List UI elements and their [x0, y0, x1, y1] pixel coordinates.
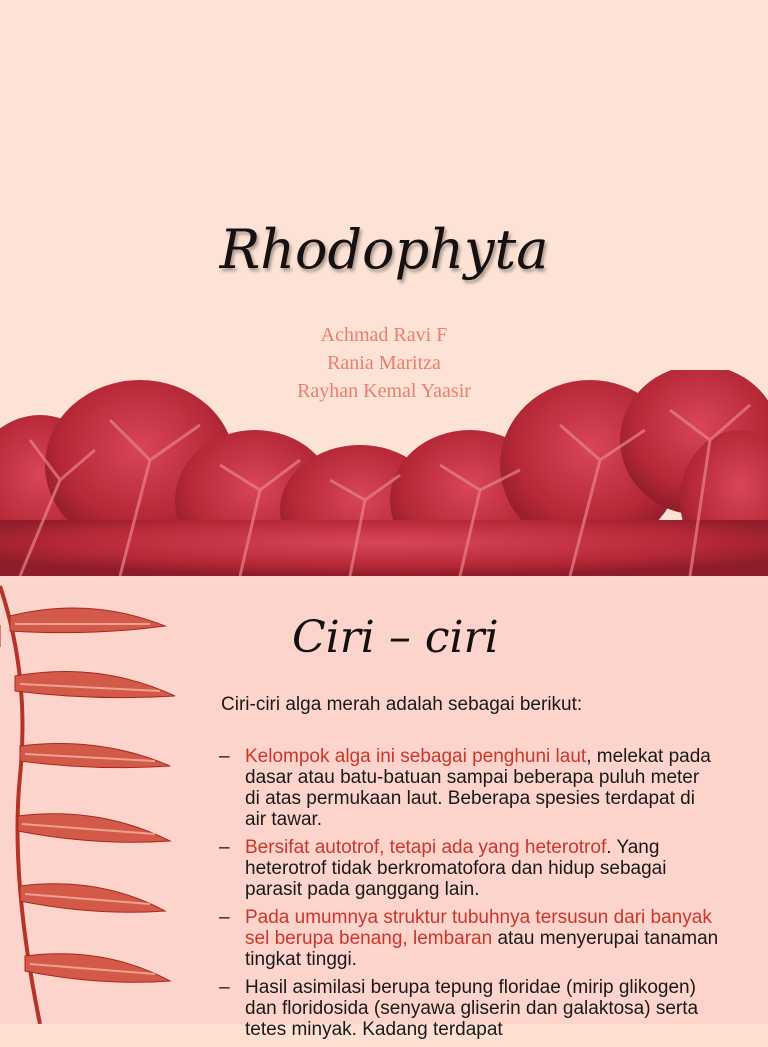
highlight-text: Kelompok alga ini sebagai penghuni laut [245, 746, 587, 767]
body-text: Hasil asimilasi berupa tepung floridae (mirip glikogen) dan floridosida (senyawa gliserin dan galaktosa) serta tetes minyak. Kadang terdapat [245, 977, 699, 1040]
body-text: atau menyerupai tanaman tingkat tinggi. [245, 928, 719, 970]
slide-title: Rhodophyta [219, 218, 549, 281]
red-seaweed-illustration [0, 370, 768, 576]
bullet-dash: – [219, 746, 230, 767]
intro-text: Ciri-ciri alga merah adalah sebagai berikut: [221, 694, 583, 715]
slide-title: Ciri – ciri [292, 612, 499, 663]
characteristics-list [219, 746, 719, 1047]
list-item [219, 977, 719, 1040]
list-item [219, 837, 719, 900]
bullet-dash: – [219, 837, 230, 858]
highlight-text: Bersifat autotrof, tetapi ada yang heterotrof [245, 837, 607, 858]
red-fern-illustration [0, 576, 200, 1024]
body-text: . Yang heterotrof tidak berkromatofora dan hidup sebagai parasit pada ganggang lain. [245, 837, 667, 900]
list-item [219, 907, 719, 970]
list-item [219, 746, 719, 830]
bullet-dash: – [219, 977, 230, 998]
author-name: Rania Maritza [327, 352, 441, 374]
author-name: Achmad Ravi F [320, 324, 448, 346]
body-text: , melekat pada dasar atau batu-batuan sampai beberapa puluh meter di atas permukaan laut. Beberapa spesies terdapat di air tawar. [245, 746, 711, 830]
bullet-dash: – [219, 907, 230, 928]
author-name: Rayhan Kemal Yaasir [297, 380, 471, 402]
highlight-text: Pada umumnya struktur tubuhnya tersusun dari banyak sel berupa benang, lembaran [245, 907, 712, 949]
